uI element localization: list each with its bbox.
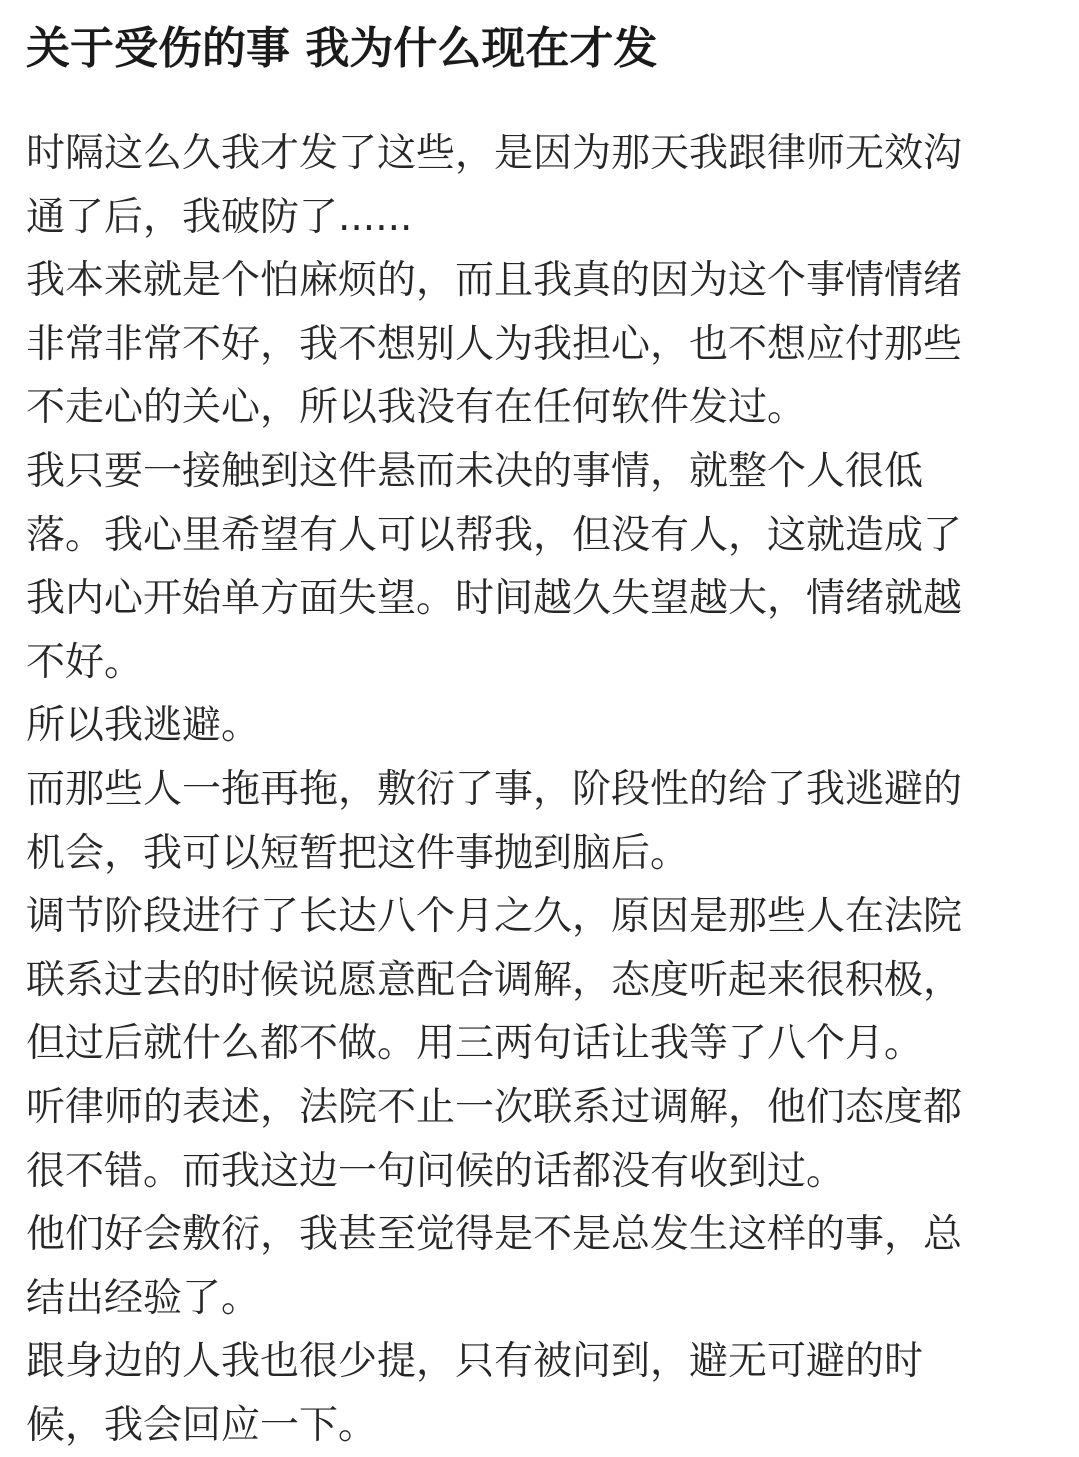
body-line: 落。我心里希望有人可以帮我，但没有人，这就造成了 xyxy=(26,512,963,558)
body-line: 跟身边的人我也很少提，只有被问到，避无可避的时 xyxy=(26,1339,924,1385)
body-line: 通了后，我破防了...... xyxy=(26,194,413,240)
body-line: 非常非常不好，我不想别人为我担心，也不想应付那些 xyxy=(26,321,963,367)
body-line: 联系过去的时候说愿意配合调解，态度听起来很积极， xyxy=(26,957,963,1003)
body-line: 而那些人一拖再拖，敷衍了事，阶段性的给了我逃避的 xyxy=(26,766,963,812)
post-container xyxy=(26,0,1056,1457)
body-line: 候，我会回应一下。 xyxy=(26,1402,378,1448)
body-line: 但过后就什么都不做。用三两句话让我等了八个月。 xyxy=(26,1021,924,1067)
body-line: 听律师的表述，法院不止一次联系过调解，他们态度都 xyxy=(26,1084,963,1130)
body-line: 所以我逃避。 xyxy=(26,703,261,749)
body-line: 我本来就是个怕麻烦的，而且我真的因为这个事情情绪 xyxy=(26,258,963,304)
body-line: 他们好会敷衍，我甚至觉得是不是总发生这样的事，总 xyxy=(26,1212,963,1258)
post-body xyxy=(26,122,1056,1457)
post-title: 关于受伤的事 我为什么现在才发 xyxy=(26,23,658,74)
body-line: 很不错。而我这边一句问候的话都没有收到过。 xyxy=(26,1148,846,1194)
body-line: 不好。 xyxy=(26,639,144,685)
body-line: 不走心的关心，所以我没有在任何软件发过。 xyxy=(26,385,807,431)
body-line: 调节阶段进行了长达八个月之久，原因是那些人在法院 xyxy=(26,894,963,940)
body-line: 我只要一接触到这件悬而未决的事情，就整个人很低 xyxy=(26,448,924,494)
body-line: 结出经验了。 xyxy=(26,1275,261,1321)
body-line: 机会，我可以短暂把这件事抛到脑后。 xyxy=(26,830,690,876)
body-line: 我内心开始单方面失望。时间越久失望越大，情绪就越 xyxy=(26,576,963,622)
body-line: 时隔这么久我才发了这些，是因为那天我跟律师无效沟 xyxy=(26,131,963,176)
